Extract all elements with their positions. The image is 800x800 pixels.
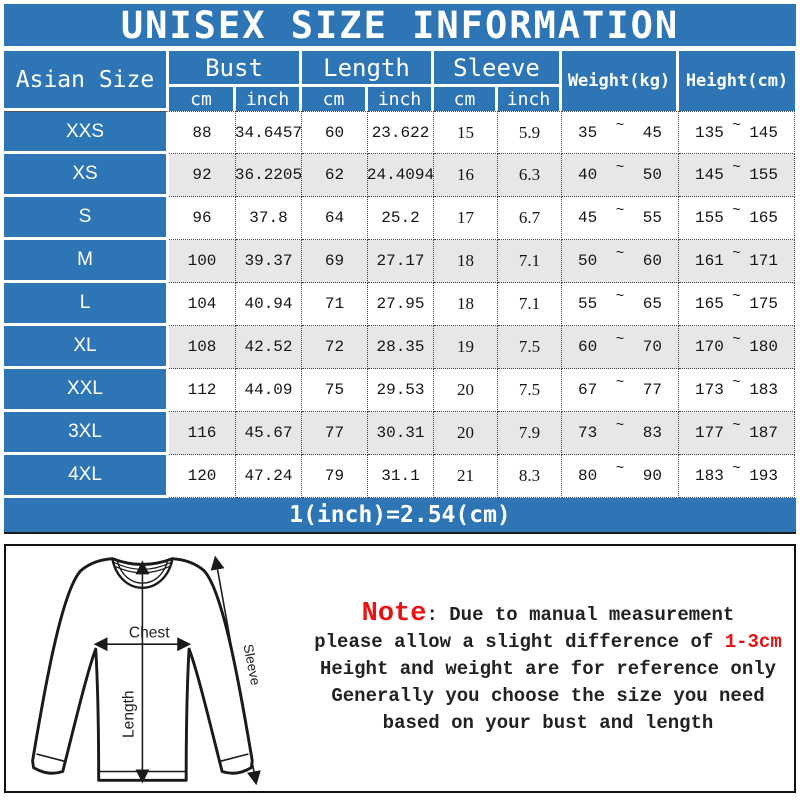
tilde: ~ — [615, 203, 625, 219]
range-low: 173 — [695, 381, 724, 399]
tilde: ~ — [615, 117, 625, 134]
range-low: 60 — [578, 338, 598, 356]
subheader-sleeve-cm: cm — [434, 84, 498, 111]
note-line-5: based on your bust and length — [382, 711, 714, 734]
shirt-diagram — [6, 546, 308, 791]
size-label-cell: 4XL — [4, 455, 169, 498]
length-cm-cell: 62 — [302, 154, 368, 197]
sleeve-inch-cell: 7.1 — [498, 240, 562, 283]
range-low: 170 — [695, 338, 724, 356]
bust-cm-cell: 112 — [169, 369, 236, 412]
length-inch-cell: 30.31 — [368, 412, 434, 455]
tilde: ~ — [732, 203, 741, 219]
length-inch-cell: 25.2 — [368, 197, 434, 240]
range-low: 177 — [695, 424, 724, 442]
size-label-cell: S — [4, 197, 169, 240]
bust-inch-cell: 42.52 — [236, 326, 302, 369]
range-high: 45 — [642, 123, 662, 142]
tilde: ~ — [732, 375, 741, 391]
range-high: 65 — [642, 295, 662, 313]
length-cm-cell: 71 — [302, 283, 368, 326]
sleeve-inch-cell: 8.3 — [498, 455, 562, 498]
length-cm-cell: 79 — [302, 455, 368, 498]
note-line-1 — [308, 598, 788, 629]
tilde: ~ — [615, 461, 625, 477]
page-title: UNISEX SIZE INFORMATION — [4, 4, 796, 46]
bust-cm-cell: 96 — [169, 197, 236, 240]
note-line-1-text: Due to manual measurement — [449, 603, 735, 626]
size-label-cell: XS — [4, 154, 169, 197]
length-inch-cell: 28.35 — [368, 326, 434, 369]
height-range-cell — [679, 455, 795, 498]
bust-inch-cell: 39.37 — [236, 240, 302, 283]
tilde: ~ — [732, 461, 741, 477]
sleeve-inch-cell: 5.9 — [498, 111, 562, 154]
tilde: ~ — [732, 418, 741, 434]
weight-range-cell — [562, 111, 679, 154]
height-range-cell — [679, 283, 795, 326]
tilde: ~ — [615, 160, 625, 176]
column-group-sleeve: Sleeve — [434, 51, 562, 84]
weight-range-cell — [562, 240, 679, 283]
note-text — [308, 546, 794, 791]
bust-inch-cell: 34.6457 — [236, 111, 302, 154]
column-group-bust: Bust — [169, 51, 302, 84]
range-high: 50 — [642, 166, 662, 184]
column-header-height: Height(cm) — [679, 51, 795, 111]
size-label-cell: M — [4, 240, 169, 283]
tilde: ~ — [732, 246, 741, 262]
sleeve-inch-cell: 7.1 — [498, 283, 562, 326]
range-low: 40 — [578, 166, 598, 184]
sleeve-inch-cell: 7.5 — [498, 326, 562, 369]
chest-label: Chest — [128, 624, 170, 642]
weight-range-cell — [562, 197, 679, 240]
sleeve-inch-cell: 6.3 — [498, 154, 562, 197]
column-group-length: Length — [302, 51, 434, 84]
shirt-outline-drawing — [9, 547, 305, 790]
tilde: ~ — [732, 332, 741, 348]
range-low: 183 — [695, 467, 724, 485]
note-line-4: Generally you choose the size you need — [331, 684, 765, 707]
weight-range-cell — [562, 326, 679, 369]
note-line-2-text: please allow a slight difference of — [314, 630, 725, 653]
range-low: 161 — [695, 252, 724, 270]
height-range-cell — [679, 369, 795, 412]
subheader-bust-cm: cm — [169, 84, 236, 111]
sleeve-inch-cell: 6.7 — [498, 197, 562, 240]
tilde: ~ — [732, 160, 741, 176]
measurement-panel — [4, 544, 796, 793]
range-high: 155 — [749, 166, 778, 184]
height-range-cell — [679, 240, 795, 283]
tilde: ~ — [615, 418, 625, 434]
note-keyword: Note — [361, 598, 427, 629]
bust-inch-cell: 44.09 — [236, 369, 302, 412]
sleeve-cm-cell: 19 — [434, 326, 498, 369]
bust-inch-cell: 36.2205 — [236, 154, 302, 197]
bust-inch-cell: 47.24 — [236, 455, 302, 498]
bust-cm-cell: 108 — [169, 326, 236, 369]
sleeve-cm-cell: 17 — [434, 197, 498, 240]
length-inch-cell: 29.53 — [368, 369, 434, 412]
range-low: 155 — [695, 209, 724, 227]
bust-cm-cell: 88 — [169, 111, 236, 154]
length-inch-cell: 27.95 — [368, 283, 434, 326]
subheader-bust-inch: inch — [236, 84, 302, 111]
range-high: 90 — [642, 467, 662, 485]
height-range-cell — [679, 111, 795, 154]
range-low: 67 — [578, 381, 598, 399]
tilde: ~ — [615, 246, 625, 262]
subheader-length-cm: cm — [302, 84, 368, 111]
note-tolerance-value: 1-3cm — [724, 630, 782, 653]
range-high: 55 — [642, 209, 662, 227]
sleeve-inch-cell: 7.9 — [498, 412, 562, 455]
range-high: 70 — [642, 338, 662, 356]
bust-inch-cell: 37.8 — [236, 197, 302, 240]
length-cm-cell: 75 — [302, 369, 368, 412]
bust-cm-cell: 120 — [169, 455, 236, 498]
height-range-cell — [679, 154, 795, 197]
range-high: 175 — [749, 295, 778, 313]
sleeve-cm-cell: 15 — [434, 111, 498, 154]
tilde: ~ — [615, 375, 625, 391]
note-colon: : — [426, 603, 450, 626]
note-line-3: Height and weight are for reference only — [319, 657, 777, 680]
weight-range-cell — [562, 455, 679, 498]
range-low: 145 — [695, 166, 724, 184]
range-low: 45 — [578, 209, 598, 227]
range-high: 165 — [749, 209, 778, 227]
weight-range-cell — [562, 154, 679, 197]
length-inch-cell: 27.17 — [368, 240, 434, 283]
bust-cm-cell: 104 — [169, 283, 236, 326]
sleeve-cm-cell: 20 — [434, 369, 498, 412]
inch-conversion-note: 1(inch)=2.54(cm) — [4, 498, 796, 534]
length-cm-cell: 69 — [302, 240, 368, 283]
weight-range-cell — [562, 412, 679, 455]
corner-header-asian-size: Asian Size — [4, 51, 169, 111]
range-low: 55 — [578, 295, 598, 313]
size-label-cell: XL — [4, 326, 169, 369]
subheader-sleeve-inch: inch — [498, 84, 562, 111]
size-label-cell: L — [4, 283, 169, 326]
range-high: 193 — [749, 467, 778, 485]
weight-range-cell — [562, 283, 679, 326]
range-low: 50 — [578, 252, 598, 270]
range-high: 83 — [642, 424, 662, 442]
range-low: 165 — [695, 295, 724, 313]
height-range-cell — [679, 412, 795, 455]
size-label-cell: 3XL — [4, 412, 169, 455]
range-high: 145 — [749, 123, 778, 142]
length-cm-cell: 60 — [302, 111, 368, 154]
bust-cm-cell: 100 — [169, 240, 236, 283]
size-table — [4, 51, 795, 498]
tilde: ~ — [732, 289, 741, 305]
weight-range-cell — [562, 369, 679, 412]
range-high: 187 — [749, 424, 778, 442]
tilde: ~ — [615, 289, 625, 305]
bust-cm-cell: 92 — [169, 154, 236, 197]
range-low: 80 — [578, 467, 598, 485]
length-cm-cell: 77 — [302, 412, 368, 455]
length-inch-cell: 24.4094 — [368, 154, 434, 197]
bust-inch-cell: 45.67 — [236, 412, 302, 455]
note-line-2 — [308, 629, 788, 656]
sleeve-inch-cell: 7.5 — [498, 369, 562, 412]
length-inch-cell: 23.622 — [368, 111, 434, 154]
range-low: 135 — [695, 123, 724, 142]
size-label-cell: XXL — [4, 369, 169, 412]
length-label: Length — [120, 690, 138, 738]
sleeve-cm-cell: 18 — [434, 283, 498, 326]
sleeve-cm-cell: 21 — [434, 455, 498, 498]
length-cm-cell: 64 — [302, 197, 368, 240]
range-high: 180 — [749, 338, 778, 356]
sleeve-cm-cell: 20 — [434, 412, 498, 455]
range-low: 73 — [578, 424, 598, 442]
sleeve-cm-cell: 16 — [434, 154, 498, 197]
subheader-length-inch: inch — [368, 84, 434, 111]
range-high: 60 — [642, 252, 662, 270]
range-high: 171 — [749, 252, 778, 270]
range-high: 183 — [749, 381, 778, 399]
height-range-cell — [679, 197, 795, 240]
bust-inch-cell: 40.94 — [236, 283, 302, 326]
column-header-weight: Weight(kg) — [562, 51, 679, 111]
tilde: ~ — [615, 332, 625, 348]
length-cm-cell: 72 — [302, 326, 368, 369]
range-low: 35 — [578, 123, 598, 142]
bust-cm-cell: 116 — [169, 412, 236, 455]
tilde: ~ — [732, 117, 741, 134]
sleeve-cm-cell: 18 — [434, 240, 498, 283]
height-range-cell — [679, 326, 795, 369]
length-inch-cell: 31.1 — [368, 455, 434, 498]
size-label-cell: XXS — [4, 111, 169, 154]
range-high: 77 — [642, 381, 662, 399]
sleeve-label: Sleeve — [240, 642, 264, 687]
